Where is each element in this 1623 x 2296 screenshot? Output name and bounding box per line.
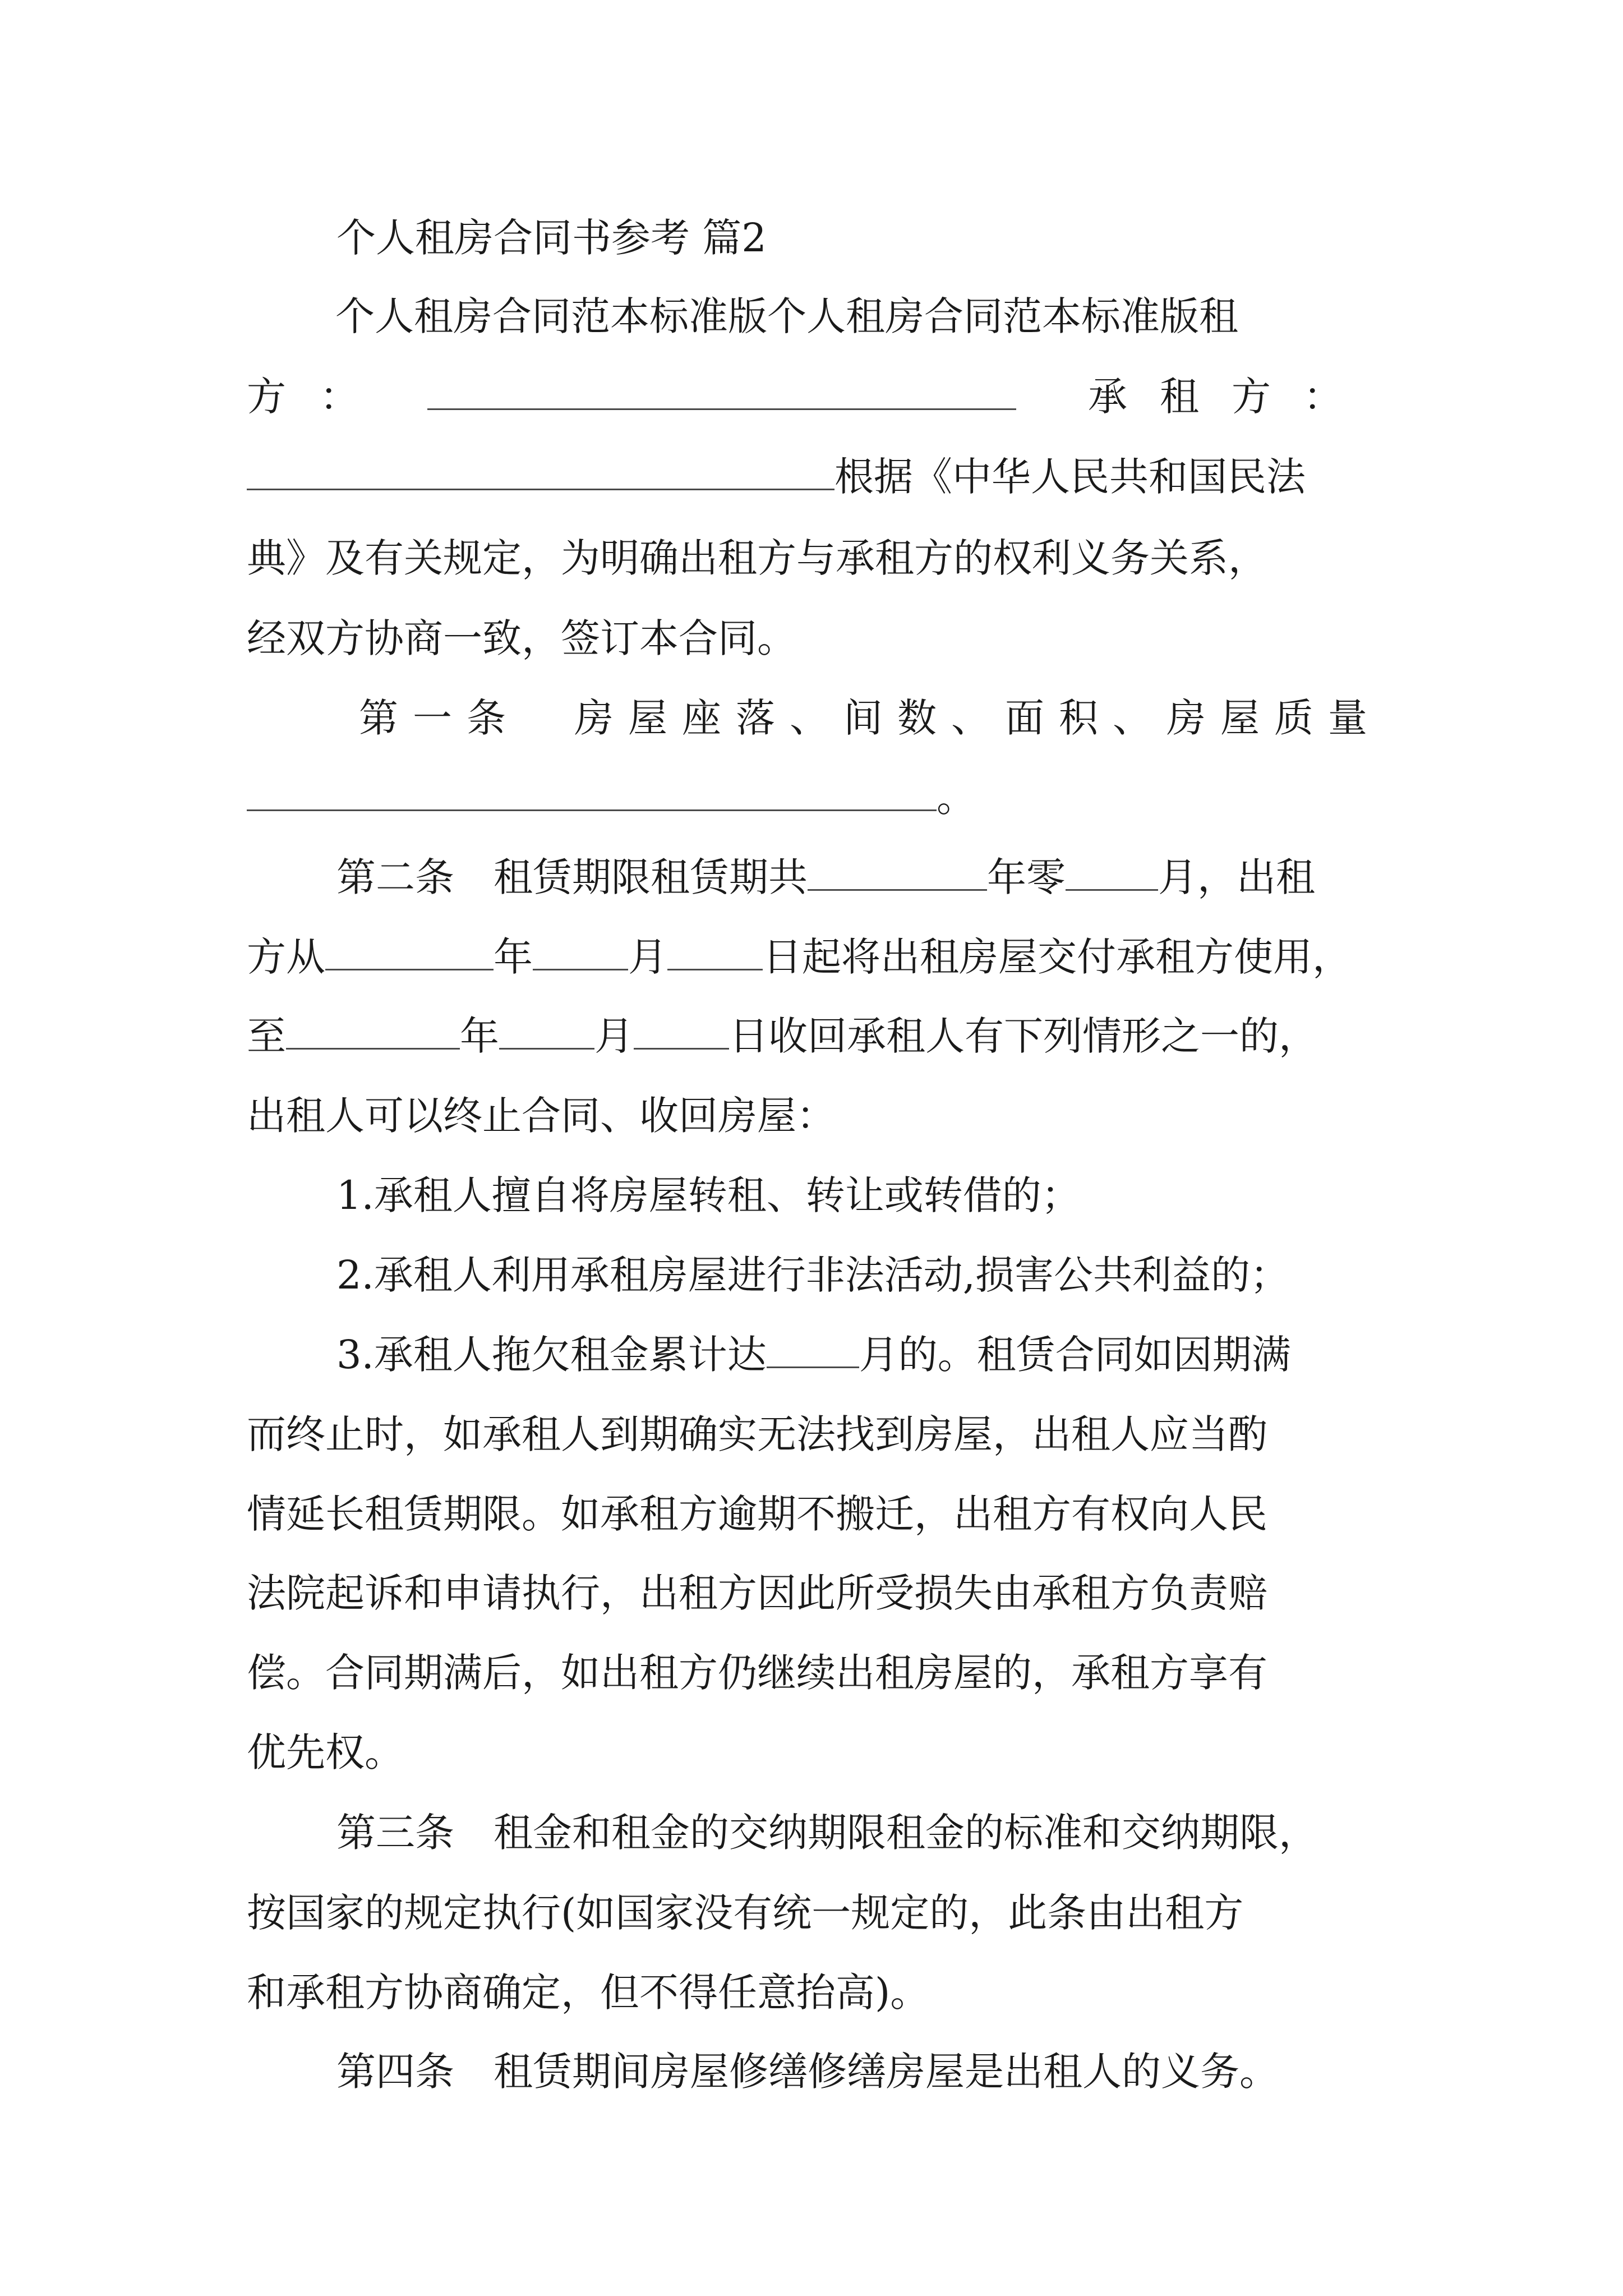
article-1-line-1: 第一条 房屋座落、间数、面积、房屋质量: [359, 695, 1382, 741]
item-3b: 月的。租赁合同如因期满: [859, 1332, 1291, 1378]
article-2-line-2: [247, 929, 1352, 985]
article-2-l3b: 年: [460, 1013, 499, 1059]
item-3-line-1: [336, 1327, 1291, 1383]
lease-months-blank: [1066, 857, 1158, 891]
start-year-blank: [325, 936, 494, 970]
intro-line-3: [247, 449, 1385, 505]
end-month-blank: [499, 1015, 594, 1050]
item-3-line-4: 法院起诉和申请执行，出租方因此所受损失由承租方负责赔: [247, 1570, 1267, 1616]
article-2-line-3: [247, 1008, 1318, 1064]
end-day-blank: [634, 1015, 729, 1050]
article-3-line-3: 和承租方协商确定，但不得任意抬高)。: [247, 1970, 930, 2016]
article-3-line-1: 第三条 租金和租金的交纳期限租金的标准和交纳期限，: [336, 1810, 1318, 1856]
arrears-months-blank: [767, 1334, 859, 1368]
start-month-blank: [533, 936, 628, 970]
intro-line-3-text: 根据《中华人民共和国民法: [834, 454, 1306, 500]
article-2-l2a: 方从: [247, 934, 325, 980]
lease-years-blank: [808, 857, 987, 891]
intro-line-1: [335, 288, 1380, 344]
article-2-l1c: 月，出租: [1158, 854, 1315, 900]
start-day-blank: [667, 936, 763, 970]
article-2-line-4: 出租人可以终止合同、收回房屋：: [247, 1093, 836, 1139]
intro-line-5: 经双方协商一致，签订本合同。: [247, 615, 796, 661]
article-2-l1a: 第二条 租赁期限租赁期共: [336, 854, 808, 900]
party-a-blank: [427, 376, 1016, 410]
item-1: 1.承租人擅自将房屋转租、转让或转借的；: [336, 1172, 1081, 1218]
end-year-blank: [286, 1015, 460, 1050]
article-2-l3c: 月: [594, 1013, 634, 1059]
article-2-line-1: [336, 849, 1315, 905]
intro-line-4: 典》及有关规定，为明确出租方与承租方的权利义务关系，: [247, 535, 1267, 581]
intro-line-1-text: 个人租房合同范本标准版个人租房合同范本标准版租: [335, 293, 1238, 339]
party-b-label: 承租方：: [1088, 374, 1375, 420]
item-3-line-6: 优先权。: [247, 1729, 404, 1775]
article-4-line-1: 第四条 租赁期间房屋修缮修缮房屋是出租人的义务。: [336, 2049, 1279, 2095]
article-3-line-2: 按国家的规定执行(如国家没有统一规定的，此条由出租方: [247, 1890, 1244, 1936]
article-2-l3d: 日收回承租人有下列情形之一的，: [729, 1013, 1318, 1059]
property-details-blank: [247, 777, 937, 811]
party-b-blank: [247, 456, 834, 490]
item-3-line-3: 情延长租赁期限。如承租方逾期不搬迁，出租方有权向人民: [247, 1491, 1267, 1537]
article-2-l2b: 年: [494, 934, 533, 980]
article-2-l3a: 至: [247, 1013, 286, 1059]
document-heading: 个人租房合同书参考 篇2: [336, 215, 767, 261]
article-2-l1b: 年零: [987, 854, 1066, 900]
article-1-end: 。: [937, 775, 976, 821]
item-2: 2.承租人利用承租房屋进行非法活动,损害公共利益的；: [336, 1252, 1290, 1298]
item-3a: 3.承租人拖欠租金累计达: [336, 1332, 767, 1378]
article-2-l2d: 日起将出租房屋交付承租方使用，: [763, 934, 1352, 980]
intro-line-2: [247, 369, 1380, 425]
party-a-label: 方：: [247, 374, 393, 420]
article-1-line-2: [247, 770, 976, 826]
article-2-l2c: 月: [628, 934, 667, 980]
item-3-line-2: 而终止时，如承租人到期确实无法找到房屋，出租人应当酌: [247, 1411, 1267, 1457]
item-3-line-5: 偿。合同期满后，如出租方仍继续出租房屋的，承租方享有: [247, 1650, 1267, 1696]
